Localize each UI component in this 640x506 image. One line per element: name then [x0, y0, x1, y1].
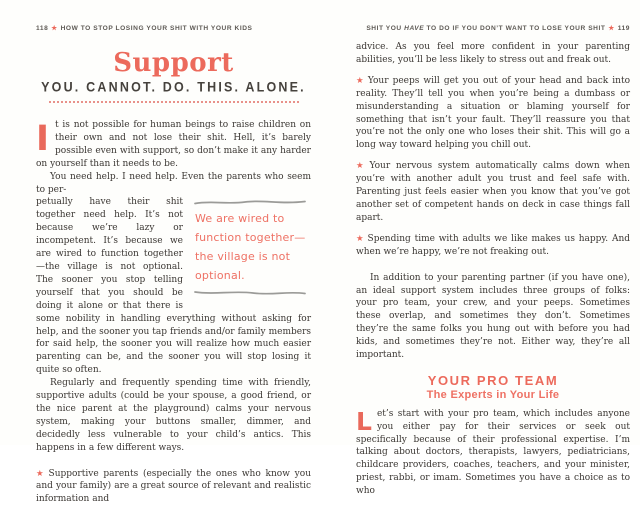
running-head-left-text: HOW TO STOP LOSING YOUR SHIT WITH YOUR KIDS — [60, 25, 253, 32]
dotted-divider — [49, 101, 299, 103]
star-icon: ★ — [51, 25, 58, 32]
running-head-right-pre: SHIT YOU — [366, 25, 405, 32]
bullet-happy-text: Spending time with adults we like makes us happy. And when we’re happy, we’re not freaking out. — [356, 233, 630, 257]
paragraph-opening — [36, 119, 311, 171]
running-head-right-post: TO DO IF YOU DON’T WANT TO LOSE YOUR SHIT — [424, 25, 606, 32]
bullet-peeps — [356, 75, 630, 152]
paragraph-regularly: Regularly and frequently spending time with friendly, supportive adults (could be your spouse, a good friend, or the nice parent at the playground) calms your nervous system, making your buttons smaller, dimmer, and decidedly less vulnerable to your child’s antics. This happens in a few different ways. — [36, 378, 311, 453]
paragraph-pro-team-text: et’s start with your pro team, which includes anyone you either pay for their services or seek out specifically because of their professional expertise. I’m talking about doctors, therapists, lawyers, pediatricians, childcare providers, coaches, teachers, and your minister, priest, rabbi, or imam. Sometimes you have a choice as to who — [356, 408, 630, 497]
bullet-peeps-text: Your peeps will get you out of your head and back into reality. They’ll tell you when you’re being a dumbass or misunderstanding a situation or blaming yourself for something that isn’t your fault. They’ll reassure you that you’re not the only one who loses their shit. This will go a long way toward helping you chill out. — [356, 75, 631, 151]
paragraph-need-help-line1: You need help. I need help. Even the parents who seem to per- — [36, 171, 311, 195]
page-number-right: 119 — [617, 25, 630, 32]
paragraph-pro-team — [356, 408, 630, 498]
star-bullet-icon: ★ — [36, 468, 46, 479]
chapter-title: Support — [113, 48, 234, 78]
bullet-supportive-parents — [36, 468, 311, 506]
running-head-right-italic: HAVE — [404, 25, 425, 32]
star-icon: ★ — [608, 25, 615, 32]
squiggle-bottom-icon — [193, 289, 307, 296]
wrap-block — [36, 196, 311, 377]
star-bullet-icon: ★ — [356, 233, 365, 244]
section-title: YOUR PRO TEAM — [427, 372, 559, 388]
pull-quote — [193, 197, 311, 296]
running-head-right — [356, 24, 630, 32]
bullet-nervous-system-text: Your nervous system automatically calms down when you’re with another adult you trust and feel safe with. Parenting just feels easier when you know that you’ve got another set of competent hands on deck in case things fall apart. — [356, 161, 630, 223]
drop-cap-i: I — [36, 119, 50, 159]
section-subtitle: The Experts in Your Life — [426, 388, 560, 401]
paragraph-in-addition: In addition to your parenting partner (if you have one), an ideal support system includes three groups of folks: your pro team, your crew, and your peeps. Sometimes these overlap, and sometimes they don’t. Sometimes they’re the same folks you hung out with before you had kids, and sometimes they’re not. Either way, they’re all important. — [356, 272, 630, 361]
page-left — [0, 0, 320, 505]
bullet-happy — [356, 233, 630, 259]
page-right — [320, 0, 640, 497]
chapter-subtitle: YOU. CANNOT. DO. THIS. ALONE. — [41, 79, 306, 95]
squiggle-top-icon — [193, 199, 307, 206]
bullet-supportive-parents-text: Supportive parents (especially the ones who know you and your family) are a great source of relevant and realistic information and — [36, 468, 311, 505]
star-bullet-icon: ★ — [356, 75, 365, 86]
page-number-left: 118 — [36, 25, 49, 32]
paragraph-need-help-rest: petually have their shit together need help. It’s not because we’re lazy or incompetent. It’s because we are wired to function together—the village is not optional. The sooner you stop telling yourself that you should be doing it alone or that there is some nobility in handling everything without asking for help, and the sooner you tap friends and/or family members for said help, the sooner you will realize how much easier parenting can be, and the sooner you will stop losing it quite so often. — [36, 197, 311, 376]
star-bullet-icon: ★ — [356, 161, 367, 172]
running-head-left — [36, 24, 311, 32]
bullet-nervous-system — [356, 160, 630, 225]
drop-cap-l: L — [356, 406, 372, 436]
paragraph-opening-text: t is not possible for human beings to raise children on their own and not lose their shit. Hell, it’s barely possible even with support, so don’t make it any harder on yourself than it needs to be. — [36, 120, 311, 169]
pull-quote-text: We are wired to function together— the village is not optional. — [195, 212, 306, 283]
paragraph-advice: advice. As you feel more confident in your parenting abilities, you’ll be less likely to stress out and freak out. — [356, 42, 630, 65]
